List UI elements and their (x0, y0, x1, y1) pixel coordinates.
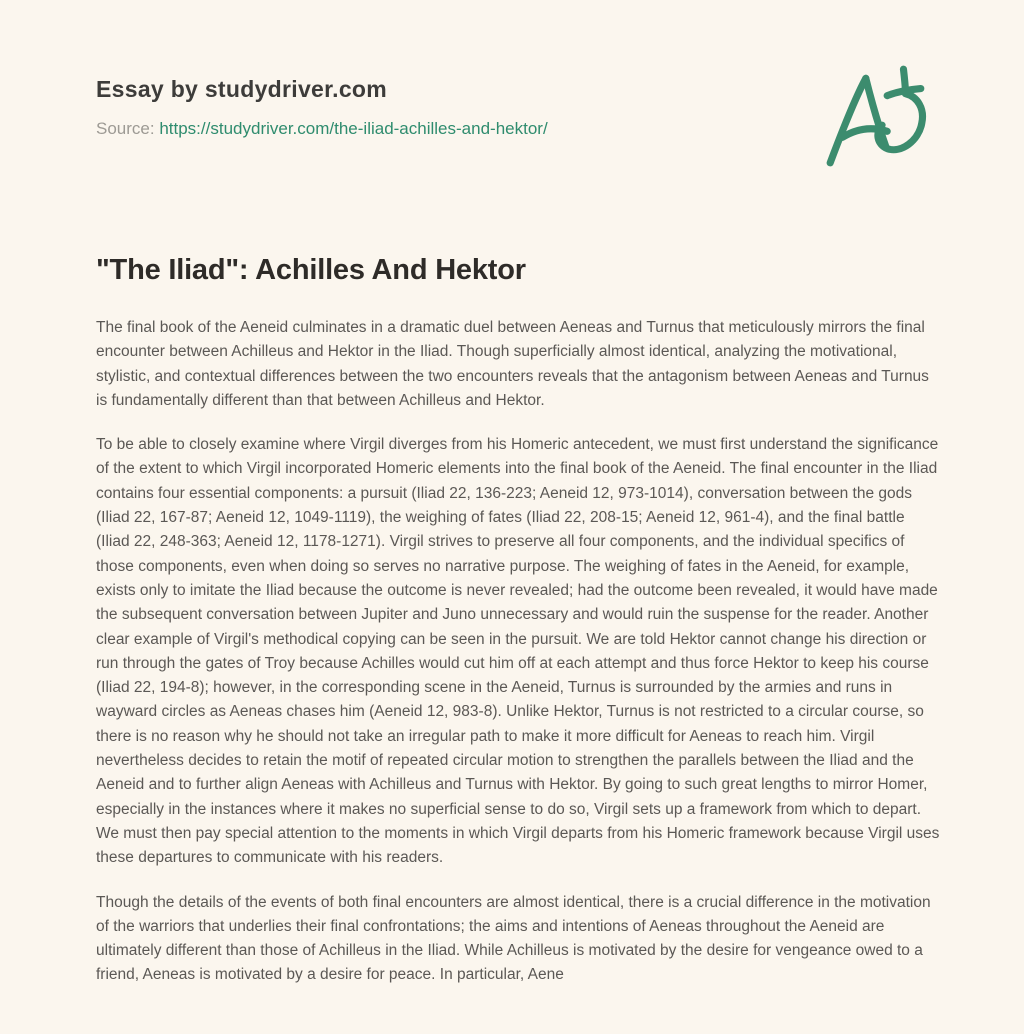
studydriver-a-plus-logo-icon (820, 62, 934, 168)
source-link[interactable]: https://studydriver.com/the-iliad-achilles-and-hektor/ (159, 119, 548, 138)
masthead (96, 76, 548, 139)
essay-paragraph-3: Though the details of the events of both final encounters are almost identical, there is a crucial difference in the motivation of the warriors that underlies their final confrontations; the aims and intentions of Aeneas throughout the Aeneid are ultimately different than those of Achilleus in the Iliad. While Achilleus is motivated by the desire for vengeance owed to a friend, Aeneas is motivated by a desire for peace. In particular, Aene (96, 893, 931, 984)
essay-paragraph-2: To be able to closely examine where Virgil diverges from his Homeric antecedent, we must first understand the significance of the extent to which Virgil incorporated Homeric elements into the final book of the Aeneid. The final encounter in the Iliad contains four essential components: a pursuit (Iliad 22, 136-223; Aeneid 12, 973-1014), conversation between the gods (Iliad 22, 167-87; Aeneid 12, 1049-1119), the weighing of fates (Iliad 22, 208-15; Aeneid 12, 961-4), and the final battle (Iliad 22, 248-363; Aeneid 12, 1178-1271). Virgil strives to preserve all four components, and the individual specifics of those components, even when doing so serves no narrative purpose. The weighing of fates in the Aeneid, for example, exists only to imitate the Iliad because the outcome is never revealed; had the outcome been revealed, it would have made the subsequent conversation between Jupiter and Juno unnecessary and would ruin the suspense for the reader. Another clear example of Virgil's methodical copying can be seen in the pursuit. We are told Hektor cannot change his direction or run through the gates of Troy because Achilles would cut him off at each attempt and thus force Hektor to keep his course (Iliad 22, 194-8); however, in the corresponding scene in the Aeneid, Turnus is surrounded by the armies and runs in wayward circles as Aeneas chases him (Aeneid 12, 983-8). Unlike Hektor, Turnus is not restricted to a circular course, so there is no reason why he should not take an irregular path to make it more difficult for Aeneas to reach him. Virgil nevertheless decides to retain the motif of repeated circular motion to strengthen the parallels between the Iliad and the Aeneid and to further align Aeneas with Achilleus and Turnus with Hektor. By going to such great lengths to mirror Homer, especially in the instances where it makes no superficial sense to do so, Virgil sets up a framework from which to depart. We must then pay special attention to the moments in which Virgil departs from his Homeric framework because Virgil uses these departures to communicate with his readers. (96, 436, 940, 867)
essay-title: "The Iliad": Achilles And Hektor (96, 254, 526, 286)
masthead-title: Essay by studydriver.com (96, 76, 388, 102)
essay-paragraph-1: The final book of the Aeneid culminates in a dramatic duel between Aeneas and Turnus that meticulously mirrors the final encounter between Achilleus and Hektor in the Iliad. Though superficially almost identical, analyzing the motivational, stylistic, and contextual differences between the two encounters reveals that the antagonism between Aeneas and Turnus is fundamentally different than that between Achilleus and Hektor. (96, 319, 929, 409)
source-line (96, 119, 548, 139)
source-label: Source: (96, 119, 155, 138)
essay-body (96, 316, 941, 1008)
